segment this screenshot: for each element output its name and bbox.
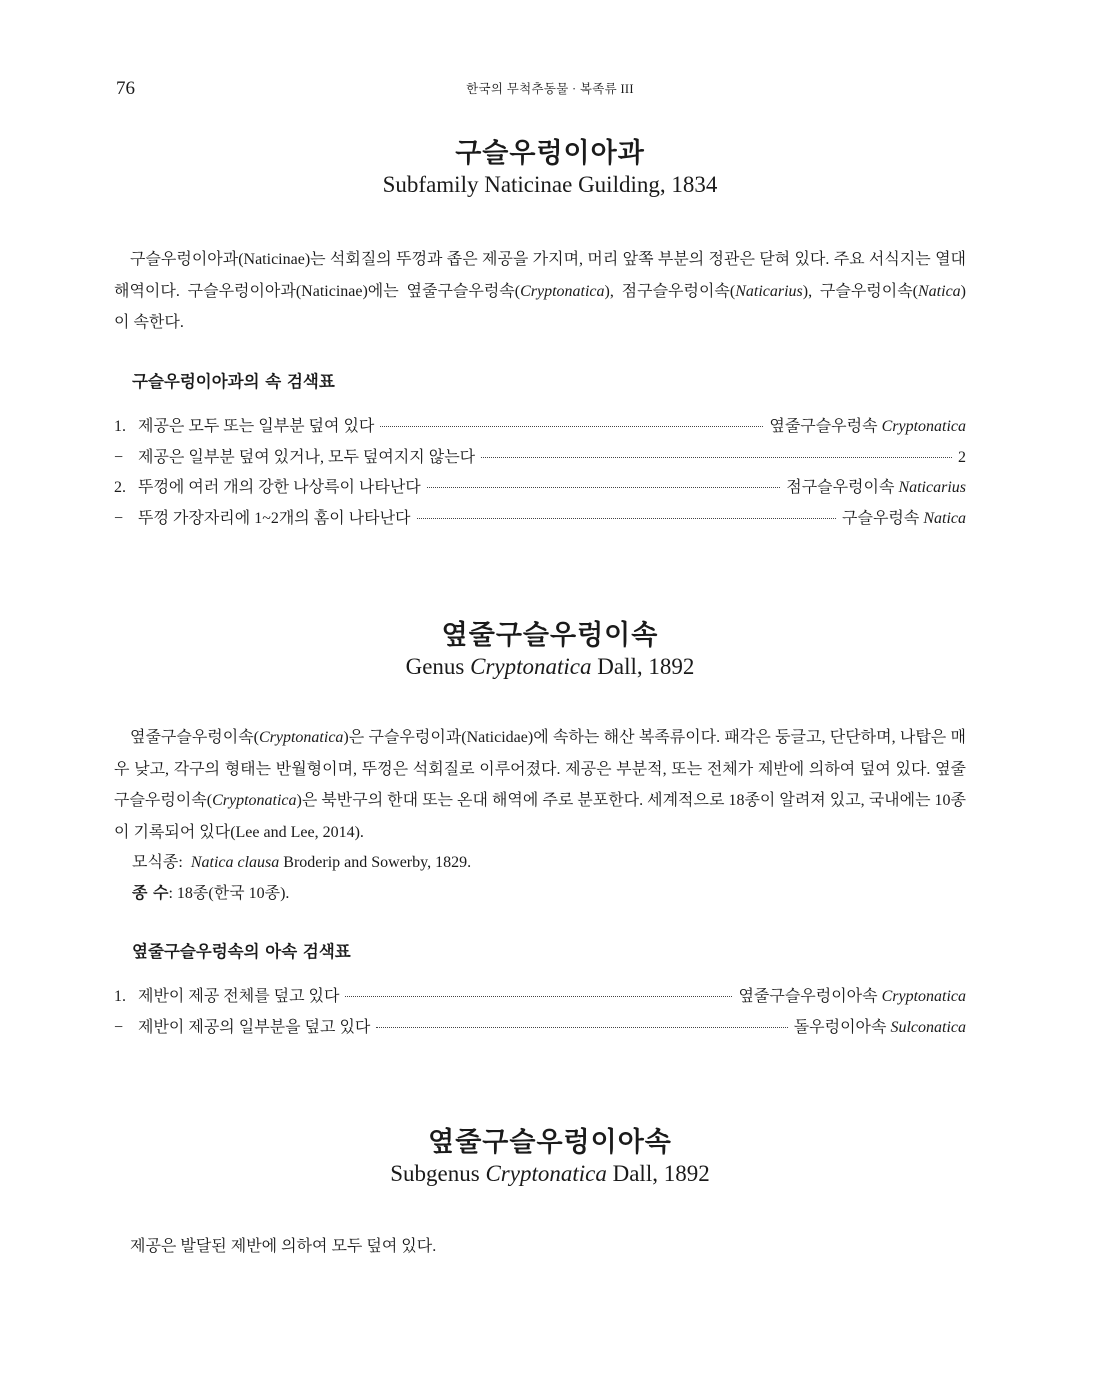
genus-title-name: Cryptonatica — [470, 654, 592, 679]
subgenus-description-text: 제공은 발달된 제반에 의하여 모두 덮여 있다. — [130, 1238, 437, 1255]
key-result — [958, 449, 966, 467]
subfamily-key-list — [114, 413, 966, 535]
key-result-ko: 돌우렁이아속 — [793, 1018, 891, 1036]
type-species-label: 모식종: — [132, 854, 183, 871]
type-species-line — [132, 849, 471, 872]
key-couplet-text: 뚜껑 가장자리에 1~2개의 홈이 나타난다 — [138, 509, 411, 527]
key-result-latin: Natica — [923, 509, 966, 527]
genus-title-ko: 옆줄구슬우렁이속 — [441, 620, 659, 651]
subgenus-description — [114, 1231, 966, 1263]
dot-leader — [417, 518, 837, 519]
subfamily-title-latin: Subfamily Naticinae Guilding, 1834 — [382, 172, 718, 197]
genus-key-list — [114, 983, 966, 1044]
key-result-latin: Cryptonatica — [881, 418, 966, 435]
key-result-latin: Cryptonatica — [881, 988, 966, 1005]
subgenus-title-prefix: Subgenus — [390, 1161, 486, 1186]
page-number: 76 — [116, 78, 135, 99]
subfamily-key-heading: 구슬우렁이아과의 속 검색표 — [132, 372, 335, 391]
type-species-author: Broderip and Sowerby, 1829. — [279, 854, 472, 871]
genus-title-prefix: Genus — [405, 654, 471, 679]
dot-leader — [345, 996, 732, 997]
text-segment: 옆줄구슬우렁이속( — [130, 729, 259, 746]
species-count-value: : 18종(한국 10종). — [168, 885, 290, 902]
key-number: 1. — [114, 418, 126, 435]
key-result — [769, 413, 966, 436]
running-header: 한국의 무척추동물 · 복족류 III — [466, 82, 634, 96]
text-segment: )은 구슬우렁이과(Naticidae)에 속하는 해산 복족류이다. 패각은 둥글고, 단단하며, 나탑은 매우 낮고, 각구의 형태는 반월형이며, 뚜껑은 석회질로 이루어졌다. 제공은 부분적, 또는 전체가 제반에 의하여 덮여 있다. 옆줄구슬우렁이속( — [114, 729, 966, 809]
key-result-ko: 옆줄구슬우렁이아속 — [738, 988, 882, 1005]
key-result-ko: 점구슬우렁이속 — [786, 479, 899, 496]
taxon-name: Naticarius — [735, 282, 803, 300]
text-segment: ), 구슬우렁이속( — [802, 282, 918, 300]
genus-description — [114, 722, 966, 848]
dot-leader — [427, 487, 780, 488]
type-species-name: Natica clausa — [190, 854, 280, 871]
species-count-label: 종 수 — [132, 883, 169, 902]
subgenus-title-name: Cryptonatica — [485, 1161, 607, 1186]
subgenus-title-suffix: Dall, 1892 — [606, 1161, 710, 1186]
key-result-latin: Sulconatica — [890, 1018, 966, 1036]
genus-title-suffix: Dall, 1892 — [591, 654, 695, 679]
key-result — [842, 505, 966, 528]
key-couplet-text: 제반이 제공 전체를 덮고 있다 — [138, 988, 340, 1005]
key-result — [786, 474, 966, 497]
key-row — [114, 1014, 966, 1045]
taxon-name: Natica — [918, 282, 961, 300]
text-segment: )이 속한다. — [114, 282, 966, 331]
text-segment: 구슬우렁이아과(Naticinae)는 석회질의 뚜껑과 좁은 제공을 가지며, 머리 앞쪽 부분의 정관은 닫혀 있다. 주요 서식지는 열대 해역이다. 구슬우렁이아과(Naticinae)에는 옆줄구슬우렁속( — [114, 251, 966, 300]
key-row — [114, 474, 966, 505]
key-number: − — [114, 448, 124, 466]
key-result-ko: 2 — [958, 448, 966, 466]
key-result-ko: 옆줄구슬우렁속 — [769, 418, 882, 435]
taxon-name: Cryptonatica — [258, 729, 344, 746]
key-result-latin: Naticarius — [898, 479, 966, 496]
subfamily-title-ko: 구슬우렁이아과 — [455, 138, 645, 169]
key-couplet-text: 제공은 모두 또는 일부분 덮여 있다 — [138, 418, 375, 435]
subfamily-description-text — [114, 251, 966, 331]
key-couplet-text: 제공은 일부분 덮여 있거나, 모두 덮여지지 않는다 — [138, 448, 476, 466]
key-number: − — [114, 1018, 124, 1036]
key-number: − — [114, 509, 124, 527]
subgenus-title-ko: 옆줄구슬우렁이아속 — [428, 1127, 672, 1158]
subfamily-description — [114, 244, 966, 339]
dot-leader — [376, 1027, 787, 1028]
genus-title-latin — [0, 654, 1100, 680]
key-couplet-text: 뚜껑에 여러 개의 강한 나상륵이 나타난다 — [138, 479, 421, 496]
genus-key-heading: 옆줄구슬우렁속의 아속 검색표 — [132, 942, 351, 961]
genus-description-text — [114, 729, 966, 841]
key-number: 2. — [114, 479, 126, 496]
key-row — [114, 505, 966, 536]
key-row — [114, 983, 966, 1014]
key-result — [738, 983, 966, 1006]
subgenus-title-latin — [0, 1161, 1100, 1187]
dot-leader — [380, 426, 763, 427]
key-result — [794, 1014, 966, 1037]
taxon-name: Cryptonatica — [520, 282, 605, 300]
key-row — [114, 444, 966, 475]
taxon-name: Cryptonatica — [212, 792, 297, 809]
key-couplet-text: 제반이 제공의 일부분을 덮고 있다 — [138, 1018, 371, 1036]
key-number: 1. — [114, 988, 126, 1005]
species-count-line — [132, 880, 289, 903]
text-segment: ), 점구슬우렁이속( — [604, 282, 736, 300]
key-row — [114, 413, 966, 444]
key-result-ko: 구슬우렁속 — [842, 509, 924, 527]
dot-leader — [481, 457, 952, 458]
text-segment: )은 북반구의 한대 또는 온대 해역에 주로 분포한다. 세계적으로 18종이 알려져 있고, 국내에는 10종이 기록되어 있다(Lee and Lee, 2014). — [114, 792, 966, 841]
